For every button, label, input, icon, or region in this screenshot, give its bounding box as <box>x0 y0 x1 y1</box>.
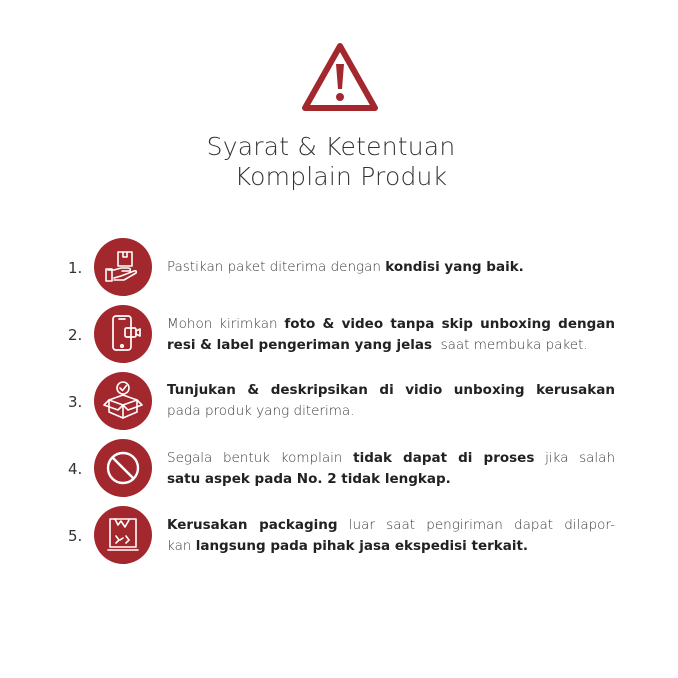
bold-text: foto & video tanpa skip unboxing dengan <box>284 316 615 332</box>
bold-text: tidak dapat di proses <box>353 450 535 466</box>
list-item <box>0 238 678 298</box>
bold-text: langsung pada pihak jasa ekspedisi terkait. <box>195 538 529 554</box>
item-number: 3. <box>68 393 83 411</box>
list-item <box>0 506 678 566</box>
bold-text: kondisi yang baik. <box>385 259 524 275</box>
item-number: 5. <box>68 527 83 545</box>
item-text <box>167 515 615 557</box>
phone-video-icon <box>94 305 152 363</box>
bold-text: Tunjukan & deskripsikan di vidio unboxing kerusakan <box>167 382 615 398</box>
text-segment: Segala bentuk komplain <box>167 450 354 466</box>
list-item <box>0 439 678 499</box>
open-box-check-icon <box>94 372 152 430</box>
damaged-box-icon <box>94 506 152 564</box>
package-in-hand-icon <box>94 238 152 296</box>
bold-text: resi & label pengeriman yang jelas <box>167 337 432 353</box>
text-segment: saat membuka paket. <box>432 337 588 353</box>
item-text <box>167 448 615 490</box>
item-text <box>167 314 615 356</box>
text-segment: Mohon kirimkan <box>167 316 285 332</box>
item-number: 4. <box>68 460 83 478</box>
text-segment: pada produk yang diterima. <box>167 403 355 419</box>
text-segment: kan <box>167 538 196 554</box>
prohibited-icon <box>94 439 152 497</box>
page-subtitle: Komplain Produk <box>234 162 448 191</box>
item-text <box>167 380 615 422</box>
item-text <box>167 257 615 278</box>
page-title: Syarat & Ketentuan <box>206 132 456 161</box>
text-segment: Pastikan paket diterima dengan <box>167 259 386 275</box>
bold-text: Kerusakan packaging <box>167 517 338 533</box>
list-item <box>0 372 678 432</box>
item-number: 1. <box>68 259 83 277</box>
text-segment: luar saat pengiriman dapat dilapor- <box>337 517 615 533</box>
item-number: 2. <box>68 326 83 344</box>
bold-text: satu aspek pada No. 2 tidak lengkap. <box>167 471 451 487</box>
warning-triangle-icon <box>301 42 379 114</box>
list-item <box>0 305 678 365</box>
text-segment: jika salah <box>534 450 616 466</box>
